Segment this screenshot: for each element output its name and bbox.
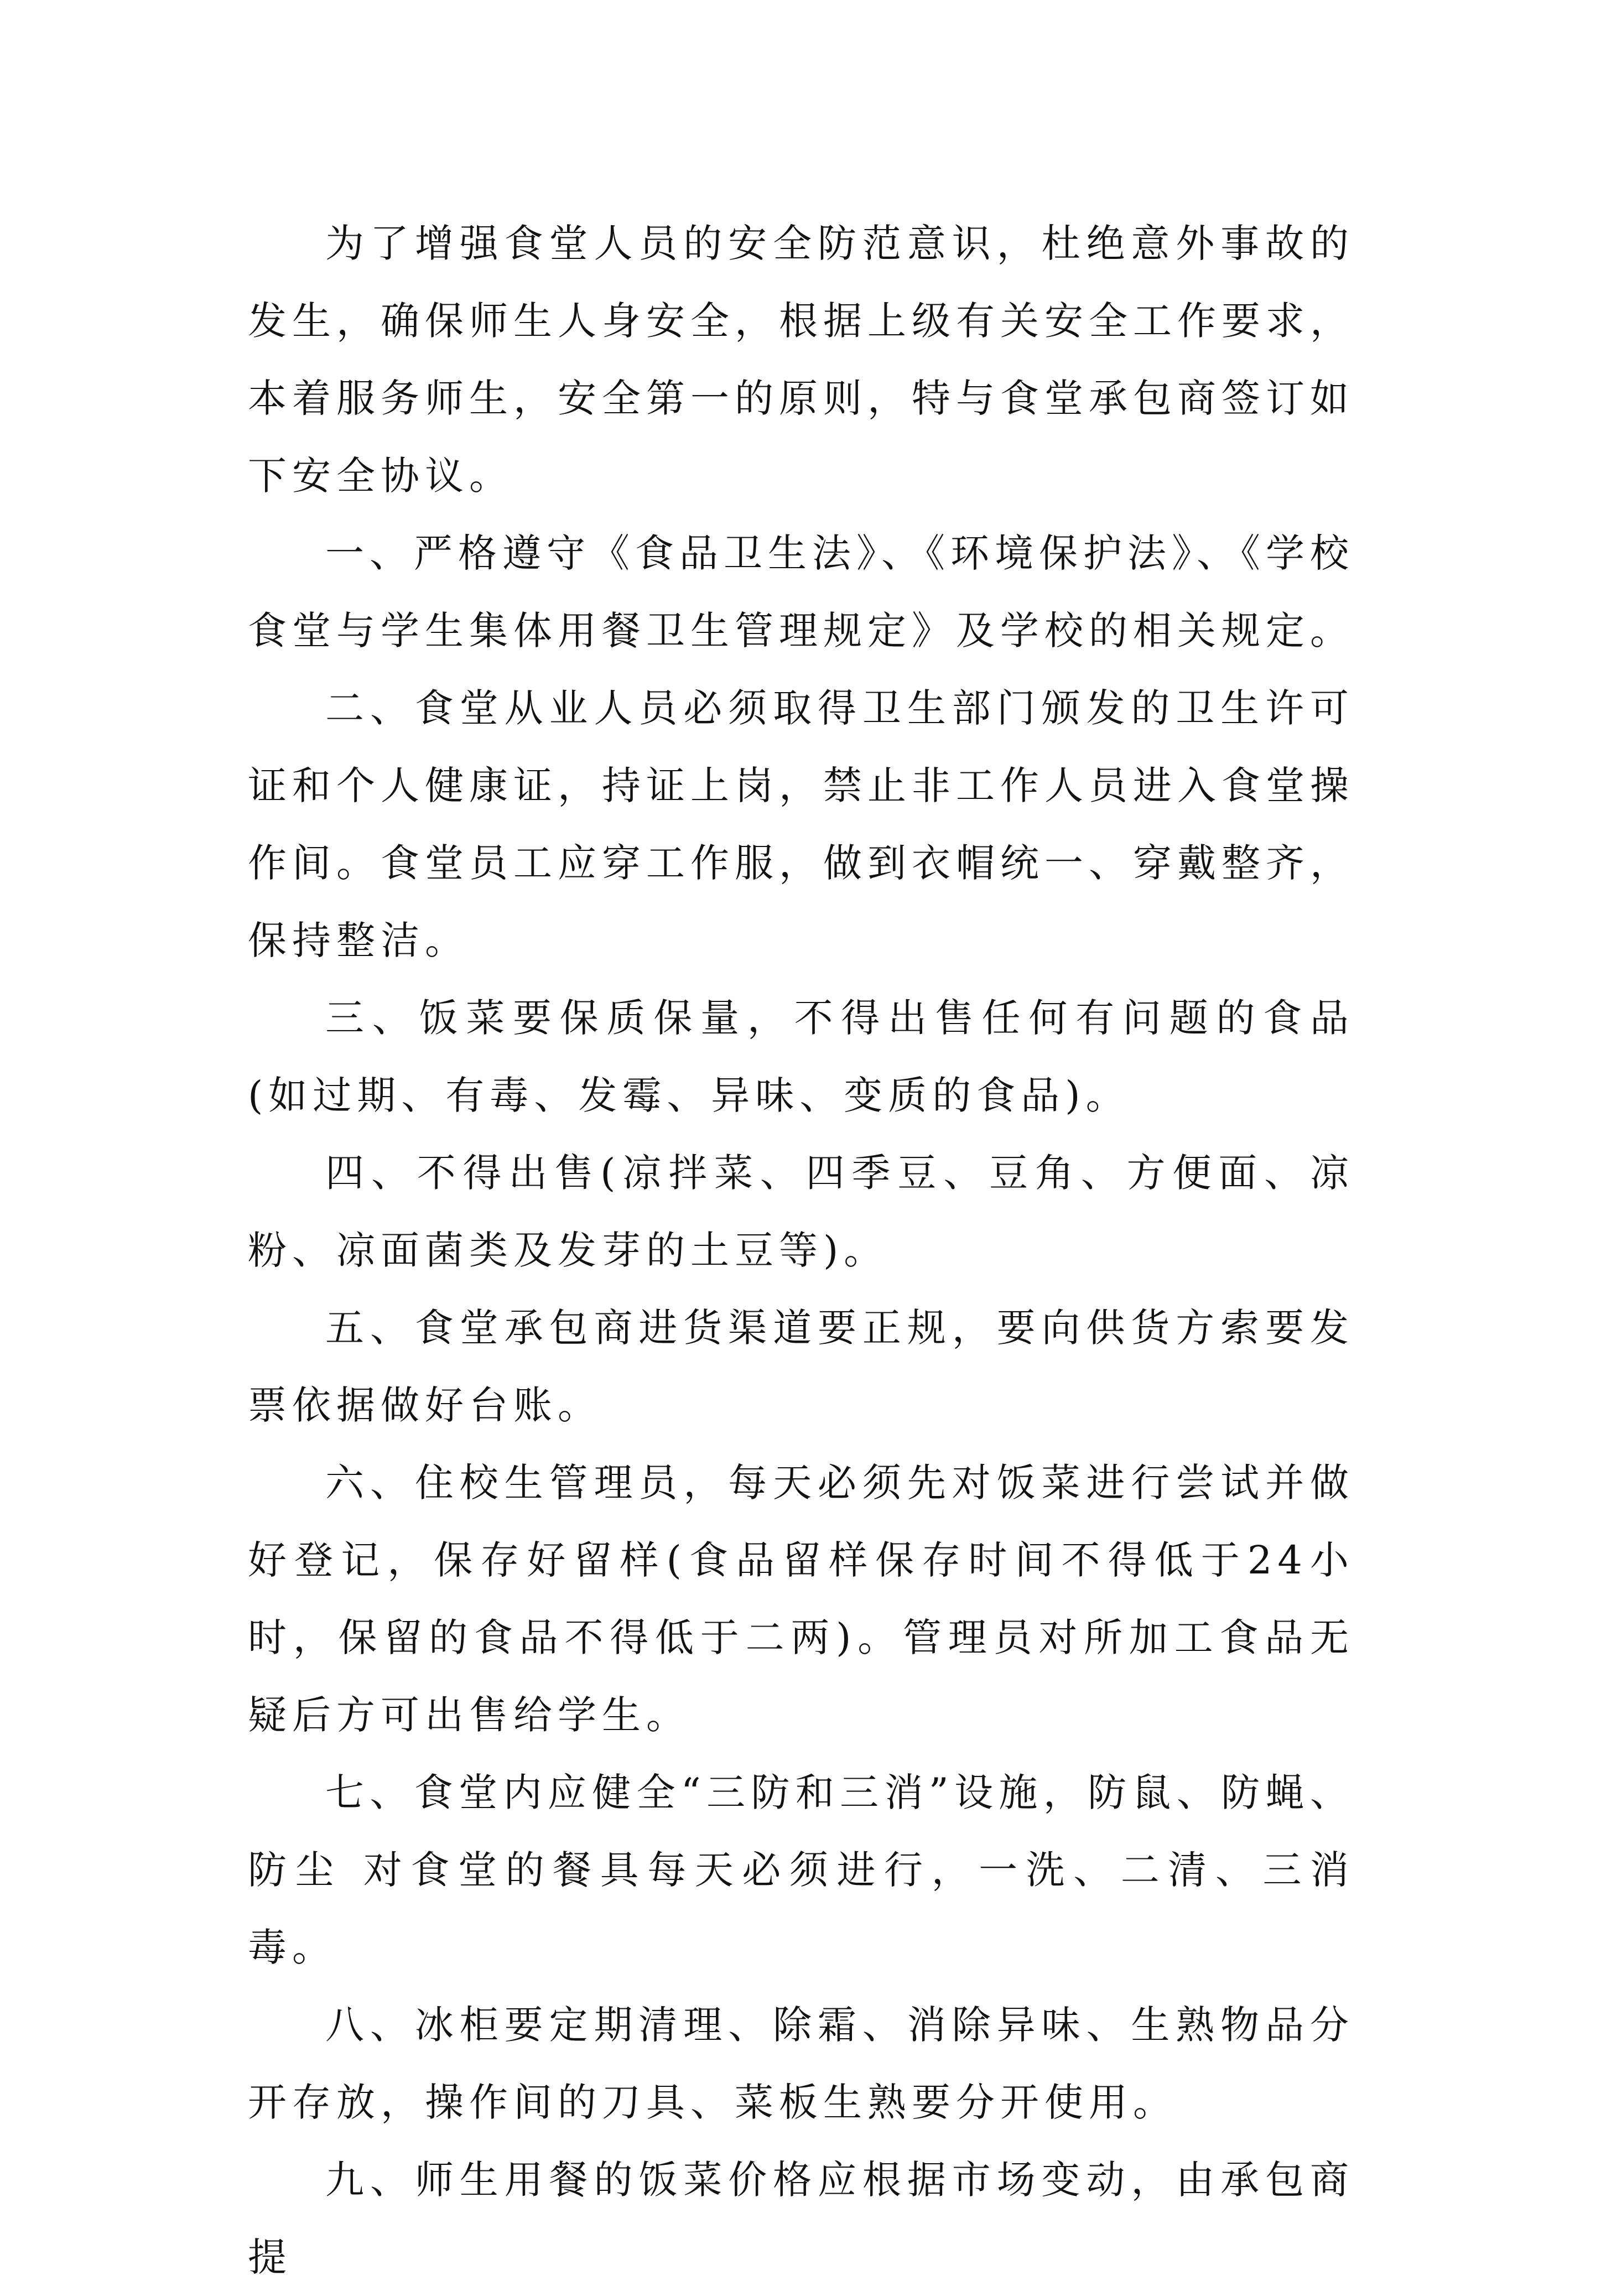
paragraph-intro: 为了增强食堂人员的安全防范意识，杜绝意外事故的发生，确保师生人身安全，根据上级有关安全工作要求，本着服务师生，安全第一的原则，特与食堂承包商签订如下安全协议。: [248, 221, 1354, 498]
paragraph-clause-3: 三、饭菜要保质保量，不得出售任何有问题的食品(如过期、有毒、发霉、异味、变质的食品)。: [248, 995, 1354, 1118]
paragraph-clause-8: 八、冰柜要定期清理、除霜、消除异味、生熟物品分开存放，操作间的刀具、菜板生熟要分开使用。: [248, 2002, 1354, 2125]
paragraph-clause-1: 一、严格遵守《食品卫生法》、《环境保护法》、《学校食堂与学生集体用餐卫生管理规定》及学校的相关规定。: [248, 531, 1354, 653]
paragraph-clause-4: 四、不得出售(凉拌菜、四季豆、豆角、方便面、凉粉、凉面菌类及发芽的土豆等)。: [248, 1150, 1354, 1273]
paragraph-clause-6: 六、住校生管理员，每天必须先对饭菜进行尝试并做好登记，保存好留样(食品留样保存时间不得低于24小时，保留的食品不得低于二两)。管理员对所加工食品无疑后方可出售给学生。: [248, 1460, 1354, 1738]
paragraph-clause-7: 七、食堂内应健全“三防和三消”设施，防鼠、防蝇、防尘 对食堂的餐具每天必须进行，一洗、二清、三消毒。: [248, 1770, 1354, 1970]
paragraph-clause-5: 五、食堂承包商进货渠道要正规，要向供货方索要发票依据做好台账。: [248, 1305, 1354, 1428]
paragraph-clause-2: 二、食堂从业人员必须取得卫生部门颁发的卫生许可证和个人健康证，持证上岗，禁止非工作人员进入食堂操作间。食堂员工应穿工作服，做到衣帽统一、穿戴整齐，保持整洁。: [248, 685, 1354, 963]
document-body: [248, 205, 1354, 2296]
paragraph-clause-9: 九、师生用餐的饭菜价格应根据市场变动，由承包商提: [248, 2157, 1354, 2280]
